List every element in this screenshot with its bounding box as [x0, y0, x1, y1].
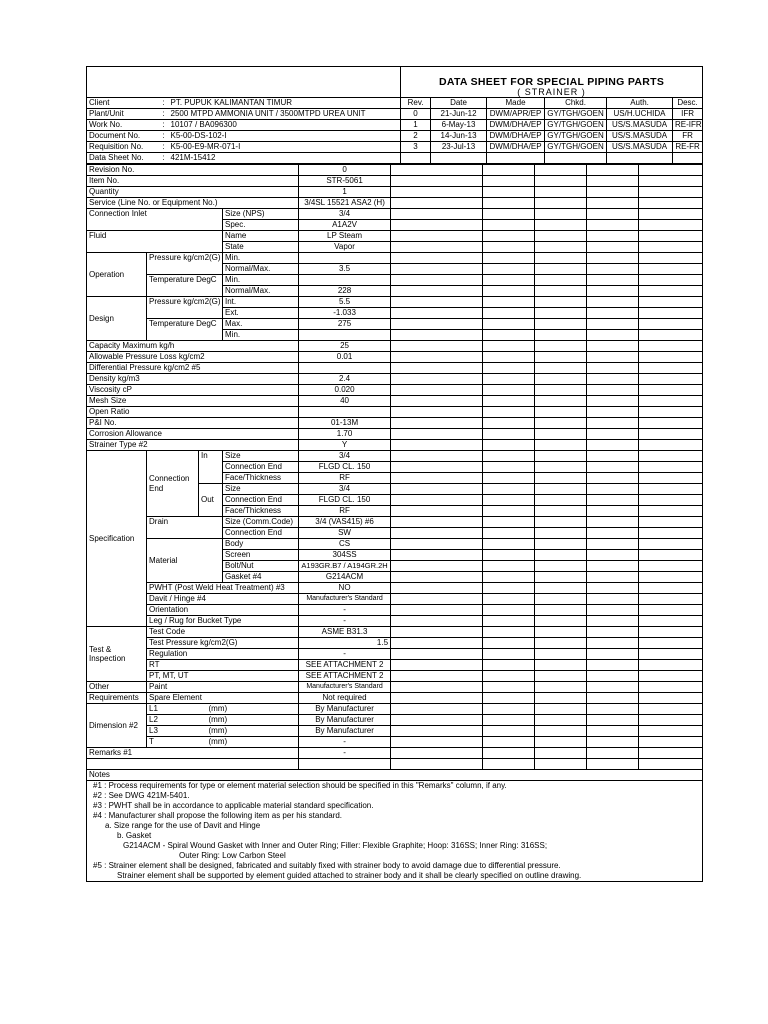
row-label: Capacity Maximum kg/h [87, 341, 299, 352]
field-colon: : [159, 98, 169, 109]
field-colon: : [159, 153, 169, 164]
rev-cell: 0 [401, 109, 431, 120]
row-value: STR-5061 [299, 176, 391, 187]
header-row [87, 120, 703, 131]
chkd-cell: GY/TGH/GOEN [545, 120, 607, 131]
note-line: #3 : PWHT shall be in accordance to applicable material standard specification. [87, 801, 703, 811]
row-value: RF [299, 473, 391, 484]
row-value: 3.5 [299, 264, 391, 275]
chkd-cell: GY/TGH/GOEN [545, 131, 607, 142]
header-row [87, 98, 703, 109]
row-label: T [147, 737, 199, 748]
row-value [299, 363, 391, 374]
row-value: 228 [299, 286, 391, 297]
test-label-1: Test & [89, 645, 112, 654]
row-label: Viscosity cP [87, 385, 299, 396]
note-line: Outer Ring: Low Carbon Steel [87, 851, 703, 861]
sub-label: End [147, 484, 199, 517]
desc-cell: FR [673, 131, 703, 142]
row-label: Remarks #1 [87, 748, 299, 759]
row-value: CS [299, 539, 391, 550]
note-line: #1 : Process requirements for type or element material selection should be specified in this "Remarks" column, if any. [87, 781, 703, 792]
date-cell: 6-May-13 [431, 120, 487, 131]
chkd-cell: GY/TGH/GOEN [545, 142, 607, 153]
row-label: Revision No. [87, 165, 299, 176]
group-label: Requirements [87, 693, 147, 704]
row-value: NO [299, 583, 391, 594]
row-value: 5.5 [299, 297, 391, 308]
date-cell: 23-Jul-13 [431, 142, 487, 153]
row-value: By Manufacturer [299, 715, 391, 726]
row-label: Size [223, 451, 299, 462]
row-value: 3/4 [299, 209, 391, 220]
unit-label: (mm) [199, 704, 299, 715]
sub-label: Connection [147, 451, 199, 484]
row-label: Normal/Max. [223, 264, 299, 275]
desc-cell: IFR [673, 109, 703, 120]
row-label: Size [223, 484, 299, 495]
row-label: Int. [223, 297, 299, 308]
field-value: 2500 MTPD AMMONIA UNIT / 3500MTPD UREA UNIT [169, 109, 401, 120]
note-line: #4 : Manufacturer shall propose the following item as per his standard. [87, 811, 703, 821]
row-label: Differential Pressure kg/cm2 #5 [87, 363, 299, 374]
row-value: - [299, 616, 391, 627]
field-label: Data Sheet No. [87, 153, 159, 164]
row-label: Strainer Type #2 [87, 440, 299, 451]
header-row [87, 153, 703, 164]
row-label: PWHT (Post Weld Heat Treatment) #3 [147, 583, 299, 594]
row-value: 0.01 [299, 352, 391, 363]
auth-header: Auth. [607, 98, 673, 109]
row-label: Min. [223, 253, 299, 264]
row-value [299, 253, 391, 264]
chkd-cell: GY/TGH/GOEN [545, 109, 607, 120]
field-value: 421M-15412 [169, 153, 401, 164]
row-label: Spec. [223, 220, 299, 231]
row-value: - [299, 605, 391, 616]
row-value: 0.020 [299, 385, 391, 396]
row-label: Name [223, 231, 299, 242]
row-value [299, 330, 391, 341]
auth-cell: US/S.MASUDA [607, 120, 673, 131]
field-label: Document No. [87, 131, 159, 142]
made-cell: DWM/APR/EP [487, 109, 545, 120]
row-label: Regulation [147, 649, 299, 660]
row-value: SEE ATTACHMENT 2 [299, 660, 391, 671]
row-value: - [299, 737, 391, 748]
sub-label: Pressure kg/cm2(G) [147, 253, 223, 275]
sub-label: Pressure kg/cm2(G) [147, 297, 223, 319]
row-value: ASME B31.3 [299, 627, 391, 638]
made-cell: DWM/DHA/EP [487, 120, 545, 131]
auth-cell: US/S.MASUDA [607, 142, 673, 153]
row-value: 3/4SL 15521 ASA2 (H) [299, 198, 391, 209]
date-header: Date [431, 98, 487, 109]
row-value: FLGD CL. 150 [299, 495, 391, 506]
row-label: L2 [147, 715, 199, 726]
date-cell: 14-Jun-13 [431, 131, 487, 142]
field-label: Work No. [87, 120, 159, 131]
row-label: Corrosion Allowance [87, 429, 299, 440]
made-cell: DWM/DHA/EP [487, 131, 545, 142]
test-label-2: Inspection [89, 654, 126, 663]
group-label [87, 627, 147, 682]
row-label: P&I No. [87, 418, 299, 429]
row-label: Item No. [87, 176, 299, 187]
row-value: Not required [299, 693, 391, 704]
row-label: L1 [147, 704, 199, 715]
chkd-header: Chkd. [545, 98, 607, 109]
field-colon: : [159, 120, 169, 131]
data-sheet [86, 66, 702, 882]
group-label: Other [87, 682, 147, 693]
row-value: 3/4 (VAS415) #6 [299, 517, 391, 528]
group-label: Dimension #2 [87, 704, 147, 748]
note-line: b. Gasket [87, 831, 703, 841]
group-label: Connection Inlet [87, 209, 223, 231]
notes-heading: Notes [87, 770, 703, 781]
row-label: Max. [223, 319, 299, 330]
desc-cell: RE-FR [673, 142, 703, 153]
row-value: A1A2V [299, 220, 391, 231]
group-label: Specification [87, 451, 147, 627]
row-value: -1.033 [299, 308, 391, 319]
sub-label: Drain [147, 517, 223, 539]
row-value: RF [299, 506, 391, 517]
row-value: 3/4 [299, 451, 391, 462]
sub-label: Temperature DegC [147, 319, 223, 341]
row-value: SEE ATTACHMENT 2 [299, 671, 391, 682]
rev-header: Rev. [401, 98, 431, 109]
row-value: G214ACM [299, 572, 391, 583]
row-value: FLGD CL. 150 [299, 462, 391, 473]
made-cell: DWM/DHA/EP [487, 142, 545, 153]
note-line: a. Size range for the use of Davit and Hinge [87, 821, 703, 831]
row-value: A193GR.B7 / A194GR.2H [299, 561, 391, 572]
row-value: 0 [299, 165, 391, 176]
made-header: Made [487, 98, 545, 109]
group-label: Operation [87, 253, 147, 297]
field-value: K5-00-DS-102-I [169, 131, 401, 142]
row-value: - [299, 649, 391, 660]
row-label: L3 [147, 726, 199, 737]
row-label: Connection End [223, 462, 299, 473]
field-value: PT. PUPUK KALIMANTAN TIMUR [169, 98, 401, 109]
row-value: 3/4 [299, 484, 391, 495]
row-label: Allowable Pressure Loss kg/cm2 [87, 352, 299, 363]
spec-table [86, 164, 703, 882]
note-line: G214ACM - Spiral Wound Gasket with Inner and Outer Ring; Filler: Flexible Graphite; Hoop: 316SS; Inner Ring: 316SS; [87, 841, 703, 851]
row-label: Quantity [87, 187, 299, 198]
unit-label: (mm) [199, 715, 299, 726]
row-label: Orientation [147, 605, 299, 616]
unit-label: (mm) [199, 737, 299, 748]
row-value: 1 [299, 187, 391, 198]
row-label: Spare Element [147, 693, 299, 704]
row-label: Gasket #4 [223, 572, 299, 583]
unit-label: (mm) [199, 726, 299, 737]
sheet-title: DATA SHEET FOR SPECIAL PIPING PARTS [401, 67, 703, 88]
row-label: State [223, 242, 299, 253]
row-value: 25 [299, 341, 391, 352]
note-line: #5 : Strainer element shall be designed, fabricated and suitably fixed with strainer body to avoid damage due to differential pressure. [87, 861, 703, 871]
group-label: Design [87, 297, 147, 341]
row-value [299, 407, 391, 418]
row-label: RT [147, 660, 299, 671]
row-label: Test Pressure kg/cm2(G) [147, 638, 299, 649]
row-label: Face/Thickness [223, 473, 299, 484]
sub-label: Temperature DegC [147, 275, 223, 297]
header-row [87, 142, 703, 153]
row-value: By Manufacturer [299, 726, 391, 737]
rev-cell: 3 [401, 142, 431, 153]
header-table [86, 66, 703, 164]
desc-header: Desc. [673, 98, 703, 109]
row-label: Paint [147, 682, 299, 693]
row-value: Manufacturer's Standard [299, 594, 391, 605]
row-value: - [299, 748, 391, 759]
row-value: 275 [299, 319, 391, 330]
row-label: Test Code [147, 627, 299, 638]
row-label: Connection End [223, 528, 299, 539]
row-value: 40 [299, 396, 391, 407]
row-label: Service (Line No. or Equipment No.) [87, 198, 299, 209]
field-label: Plant/Unit [87, 109, 159, 120]
row-label: Min. [223, 275, 299, 286]
header-row [87, 109, 703, 120]
row-label: Body [223, 539, 299, 550]
auth-cell: US/S.MASUDA [607, 131, 673, 142]
field-colon: : [159, 131, 169, 142]
row-label: Size (NPS) [223, 209, 299, 220]
row-label: Size (Comm.Code) [223, 517, 299, 528]
row-label: PT, MT, UT [147, 671, 299, 682]
group-label: Fluid [87, 231, 223, 253]
row-label: Screen [223, 550, 299, 561]
row-value: Vapor [299, 242, 391, 253]
row-value: 2.4 [299, 374, 391, 385]
sub-label: Material [147, 539, 223, 583]
field-colon: : [159, 109, 169, 120]
header-blank [87, 67, 401, 98]
row-label: Mesh Size [87, 396, 299, 407]
row-value: 1.5 [299, 638, 391, 649]
row-label: Ext. [223, 308, 299, 319]
note-line: Strainer element shall be supported by element guided attached to strainer body and it shall be clearly specified on outline drawing. [87, 871, 703, 882]
row-label: Face/Thickness [223, 506, 299, 517]
field-value: 10107 / BA096300 [169, 120, 401, 131]
note-line: #2 : See DWG 421M-5401. [87, 791, 703, 801]
sheet-subtitle: ( STRAINER ) [401, 87, 703, 98]
row-label: Min. [223, 330, 299, 341]
row-label: Normal/Max. [223, 286, 299, 297]
row-value: 1.70 [299, 429, 391, 440]
header-row [87, 131, 703, 142]
field-label: Client [87, 98, 159, 109]
row-label: Davit / Hinge #4 [147, 594, 299, 605]
row-label: Bolt/Nut [223, 561, 299, 572]
row-value: 01-13M [299, 418, 391, 429]
rev-cell: 2 [401, 131, 431, 142]
row-label: Density kg/m3 [87, 374, 299, 385]
row-value: By Manufacturer [299, 704, 391, 715]
row-value: Manufacturer's Standard [299, 682, 391, 693]
row-value: 304SS [299, 550, 391, 561]
row-label: Connection End [223, 495, 299, 506]
row-value: SW [299, 528, 391, 539]
sub-label: Out [199, 484, 223, 517]
row-value: Y [299, 440, 391, 451]
row-label: Open Ratio [87, 407, 299, 418]
field-colon: : [159, 142, 169, 153]
field-value: K5-00-E9-MR-071-I [169, 142, 401, 153]
auth-cell: US/H.UCHIDA [607, 109, 673, 120]
date-cell: 21-Jun-12 [431, 109, 487, 120]
row-value [299, 275, 391, 286]
field-label: Requisition No. [87, 142, 159, 153]
desc-cell: RE-IFR [673, 120, 703, 131]
rev-cell: 1 [401, 120, 431, 131]
row-value: LP Steam [299, 231, 391, 242]
sub-label: In [199, 451, 223, 484]
row-label: Leg / Rug for Bucket Type [147, 616, 299, 627]
